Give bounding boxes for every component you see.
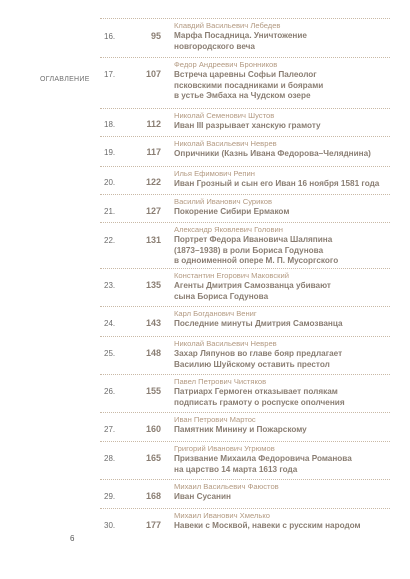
entry-title-line: Встреча царевны Софьи Палеолог [174,70,317,79]
entry-author: Николай Васильевич Неврев [174,339,277,348]
entry-page: 168 [145,491,161,501]
entry-number: 21. [104,207,116,216]
entry-title-line: на царство 14 марта 1613 года [174,464,298,474]
entry-number: 30. [104,521,116,530]
entry-title-line: (1873–1938) в роли Бориса Годунова [174,245,324,255]
entry-author: Клавдий Васильевич Лебедев [174,21,281,30]
entry-page: 107 [145,69,161,79]
entry-author: Василий Иванович Суриков [174,197,273,206]
entry-title-line: сына Бориса Годунова [174,291,269,301]
entry-divider [100,194,390,195]
entry-title-line: Иван III разрывает ханскую грамоту [174,121,321,130]
entry-number: 29. [104,492,116,501]
entry-divider [100,412,390,413]
entry-title [174,31,394,52]
entry-author: Константин Егорович Маковский [174,271,289,280]
entry-title [174,349,394,370]
entry-title-line: Призвание Михаила Федоровича Романова [174,454,352,463]
entry-title [174,70,394,102]
entry-title [174,121,394,132]
entry-divider [100,57,390,58]
entry-title [174,319,394,330]
entry-title [174,425,394,436]
entry-title-line: Последние минуты Дмитрия Самозванца [174,319,343,328]
entry-divider [100,222,390,223]
entry-title-line: Иван Грозный и сын его Иван 16 ноября 1581 года [174,179,380,188]
entry-divider [100,166,390,167]
entry-title-line: Иван Сусанин [174,492,231,501]
entry-author: Александр Яковлевич Головин [174,225,283,234]
entry-title [174,521,394,532]
entry-number: 19. [104,148,116,157]
entry-author: Николай Семенович Шустов [174,111,275,120]
entry-page: 122 [145,177,161,187]
entry-number: 20. [104,178,116,187]
entry-number: 17. [104,70,116,79]
entry-author: Иван Петрович Мартос [174,415,256,424]
entry-title-line: Портрет Федора Ивановича Шаляпина [174,235,333,244]
entry-title-line: в устье Эмбаха на Чудском озере [174,91,311,100]
entry-title [174,179,394,190]
entry-title-line: Патриарх Гермоген отказывает полякам [174,387,338,396]
entry-author: Карл Богданович Вениг [174,309,257,318]
entry-title-line: подписать грамоту о роспуске ополчения [174,397,345,407]
entry-page: 165 [145,453,161,463]
entry-divider [100,108,390,109]
entry-divider [100,268,390,269]
entry-author: Илья Ефимович Репин [174,169,255,178]
side-section-label: ОГЛАВЛЕНИЕ [40,76,90,83]
entry-page: 143 [145,318,161,328]
entry-title [174,149,394,160]
entry-page: 131 [145,235,161,245]
entry-title [174,281,394,302]
entry-number: 24. [104,319,116,328]
entry-number: 25. [104,349,116,358]
entry-divider [100,306,390,307]
entry-author: Николай Васильевич Неврев [174,139,277,148]
entry-title [174,492,394,503]
entry-number: 16. [104,32,116,41]
entry-title-line: псковскими посадниками и боярами [174,80,324,90]
entry-divider [100,441,390,442]
entry-title-line: Марфа Посадница. Уничтожение [174,31,307,40]
entry-author: Павел Петрович Чистяков [174,377,267,386]
entry-title-line: Памятник Минину и Пожарскому [174,425,307,434]
entry-divider [100,336,390,337]
entry-page: 148 [145,348,161,358]
entry-title [174,207,394,218]
entry-title-line: Опричники (Казнь Ивана Федорова–Челяднина) [174,149,371,158]
entry-title-line: в одноименной опере М. П. Мусоргского [174,256,339,265]
entry-number: 18. [104,120,116,129]
entry-page: 160 [145,424,161,434]
entry-page: 155 [145,386,161,396]
entry-title [174,235,394,267]
entry-title [174,387,394,408]
entry-divider [100,479,390,480]
entry-title-line: Покорение Сибири Ермаком [174,207,290,216]
entry-page: 135 [145,280,161,290]
page-number: 6 [70,534,75,543]
entry-number: 26. [104,387,116,396]
entry-page: 117 [146,147,161,157]
entry-title-line: Захар Ляпунов во главе бояр предлагает [174,349,343,358]
entry-title-line: Агенты Дмитрия Самозванца убивают [174,281,331,290]
entry-author: Михаил Иванович Хмелько [174,511,270,520]
entry-page: 127 [145,206,161,216]
entry-divider [100,136,390,137]
entry-author: Федор Андреевич Бронников [174,60,278,69]
entry-divider [100,18,390,19]
entry-number: 27. [104,425,116,434]
entry-title-line: новгородского веча [174,41,255,51]
entry-divider [100,508,390,509]
entry-author: Михаил Васильевич Фаюстов [174,482,279,491]
entry-page: 177 [145,520,161,530]
entry-divider [100,374,390,375]
entry-page: 95 [150,31,161,41]
entry-title-line: Навеки с Москвой, навеки с русским народом [174,521,361,530]
entry-title-line: Василию Шуйскому оставить престол [174,359,330,369]
entry-title [174,454,394,475]
entry-number: 23. [104,281,116,290]
entry-number: 22. [104,236,116,245]
entry-author: Григорий Иванович Угрюмов [174,444,275,453]
entry-number: 28. [104,454,116,463]
entry-page: 112 [146,119,161,129]
